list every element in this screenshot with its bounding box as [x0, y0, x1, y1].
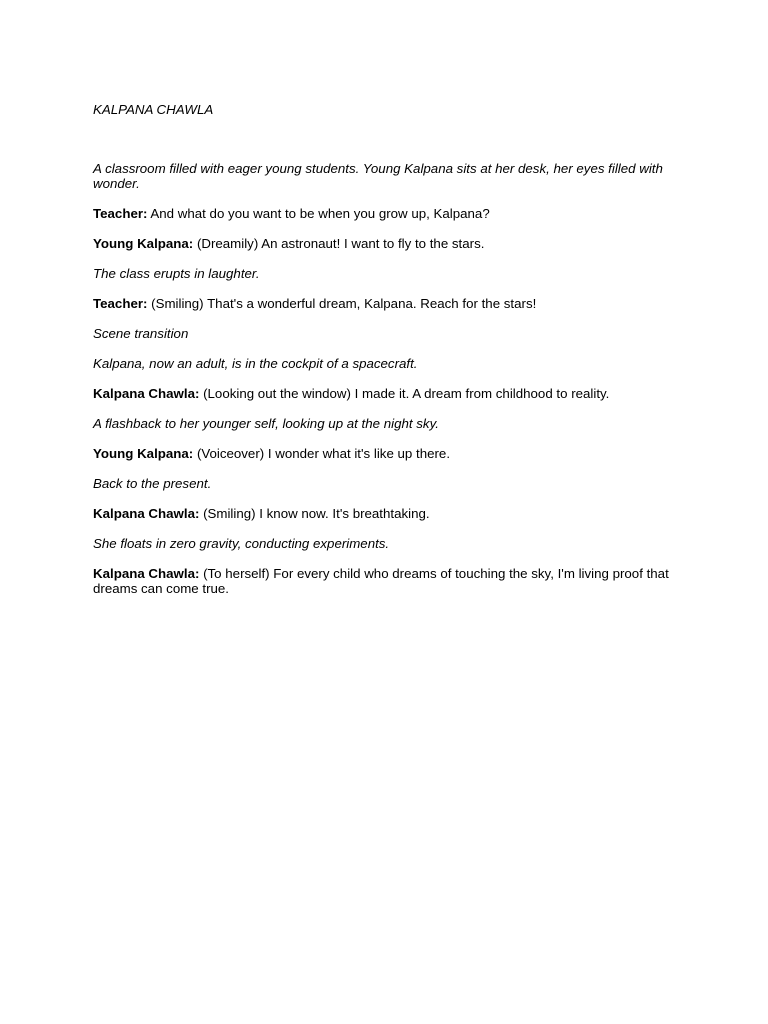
stage-direction — [93, 416, 683, 431]
speaker-name: Teacher: — [93, 296, 148, 311]
speaker-name: Kalpana Chawla: — [93, 566, 200, 581]
stage-direction — [93, 356, 683, 371]
speaker-name: Kalpana Chawla: — [93, 506, 200, 521]
document-title: KALPANA CHAWLA — [93, 102, 214, 117]
stage-direction — [93, 536, 683, 551]
speaker-name: Kalpana Chawla: — [93, 386, 200, 401]
stage-direction — [93, 266, 683, 281]
dialogue-text: (Looking out the window) I made it. A dream from childhood to reality. — [203, 386, 610, 401]
speaker-name: Young Kalpana: — [93, 236, 194, 251]
dialogue-text: (Smiling) I know now. It's breathtaking. — [203, 506, 430, 521]
dialogue-text: (To herself) For every child who dreams of touching the sky, I'm living proof that dreams can come true. — [93, 566, 669, 596]
dialogue-line — [93, 386, 683, 401]
dialogue-line — [93, 296, 683, 311]
speaker-name: Teacher: — [93, 206, 148, 221]
speaker-name: Young Kalpana: — [93, 446, 194, 461]
dialogue-text: (Voiceover) I wonder what it's like up there. — [196, 446, 451, 461]
dialogue-text: And what do you want to be when you grow up, Kalpana? — [150, 206, 490, 221]
direction-text: A classroom filled with eager young students. Young Kalpana sits at her desk, her eyes filled with wonder. — [93, 161, 663, 191]
script-body — [93, 161, 683, 611]
direction-text: Scene transition — [93, 326, 189, 341]
direction-text: The class erupts in laughter. — [93, 266, 260, 281]
stage-direction — [93, 161, 683, 191]
dialogue-line — [93, 206, 683, 221]
direction-text: She floats in zero gravity, conducting experiments. — [93, 536, 390, 551]
stage-direction — [93, 476, 683, 491]
dialogue-line — [93, 446, 683, 461]
dialogue-line — [93, 566, 683, 596]
dialogue-text: (Smiling) That's a wonderful dream, Kalpana. Reach for the stars! — [151, 296, 537, 311]
dialogue-text: (Dreamily) An astronaut! I want to fly to the stars. — [196, 236, 485, 251]
stage-direction — [93, 326, 683, 341]
direction-text: A flashback to her younger self, looking up at the night sky. — [93, 416, 439, 431]
direction-text: Back to the present. — [93, 476, 212, 491]
dialogue-line — [93, 236, 683, 251]
direction-text: Kalpana, now an adult, is in the cockpit of a spacecraft. — [93, 356, 418, 371]
dialogue-line — [93, 506, 683, 521]
